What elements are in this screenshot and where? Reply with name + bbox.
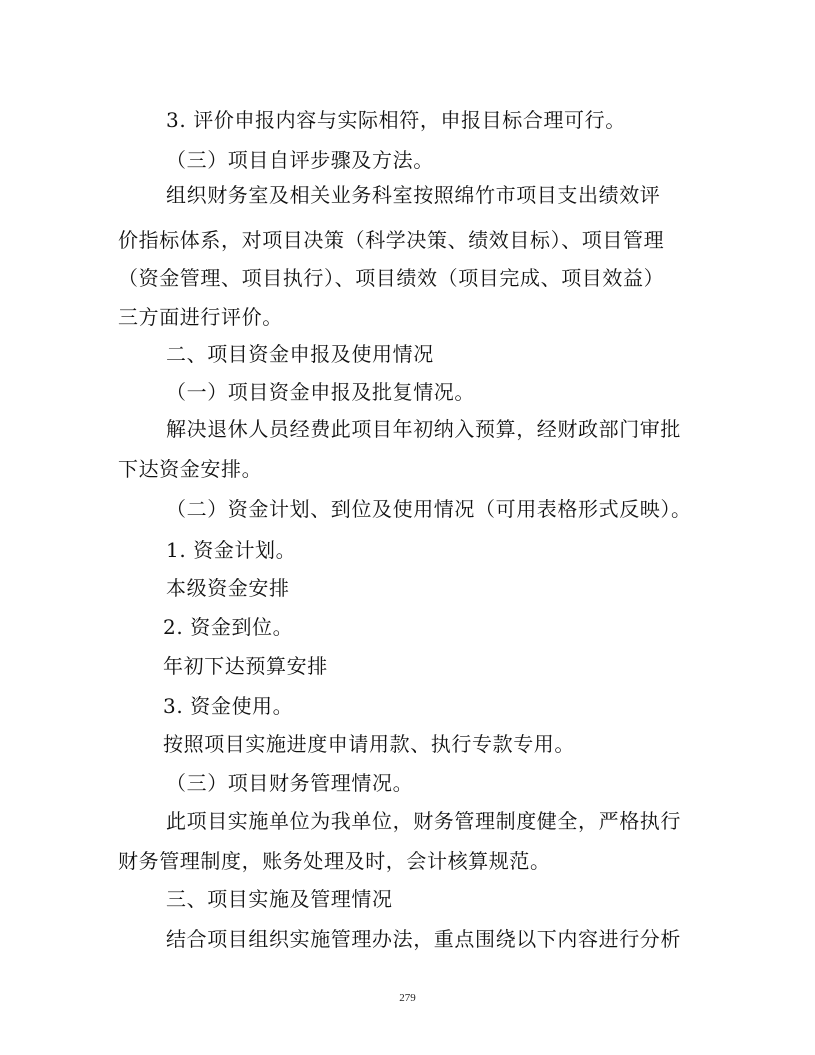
section-heading: （三）项目财务管理情况。 [166,771,414,795]
paragraph-line: 3. 评价申报内容与实际相符，申报目标合理可行。 [166,108,626,132]
paragraph-line: 价指标体系，对项目决策（科学决策、绩效目标）、项目管理 [118,228,665,252]
paragraph-line: 按照项目实施进度申请用款、执行专款专用。 [163,732,575,756]
list-item: 3. 资金使用。 [163,694,294,718]
paragraph-line: 本级资金安排 [166,576,290,600]
paragraph-line: 组织财务室及相关业务科室按照绵竹市项目支出绩效评 [166,183,661,207]
section-heading: 二、项目资金申报及使用情况 [166,342,434,366]
paragraph-line: 解决退休人员经费此项目年初纳入预算，经财政部门审批 [166,417,681,441]
paragraph-line: 结合项目组织实施管理办法，重点围绕以下内容进行分析 [166,927,681,951]
paragraph-line: 年初下达预算安排 [163,654,328,678]
paragraph-line: 财务管理制度，账务处理及时，会计核算规范。 [118,849,551,873]
list-item: 2. 资金到位。 [163,615,294,639]
paragraph-line: 三方面进行评价。 [118,305,283,329]
section-heading: （三）项目自评步骤及方法。 [166,148,434,172]
section-heading: （二）资金计划、到位及使用情况（可用表格形式反映）。 [166,497,692,521]
page-number: 279 [399,992,416,1004]
paragraph-line: （资金管理、项目执行）、项目绩效（项目完成、项目效益） [118,266,665,290]
list-item: 1. 资金计划。 [166,538,297,562]
section-heading: 三、项目实施及管理情况 [166,887,393,911]
paragraph-line: 此项目实施单位为我单位，财务管理制度健全，严格执行 [166,809,681,833]
section-heading: （一）项目资金申报及批复情况。 [166,380,475,404]
paragraph-line: 下达资金安排。 [118,457,263,481]
